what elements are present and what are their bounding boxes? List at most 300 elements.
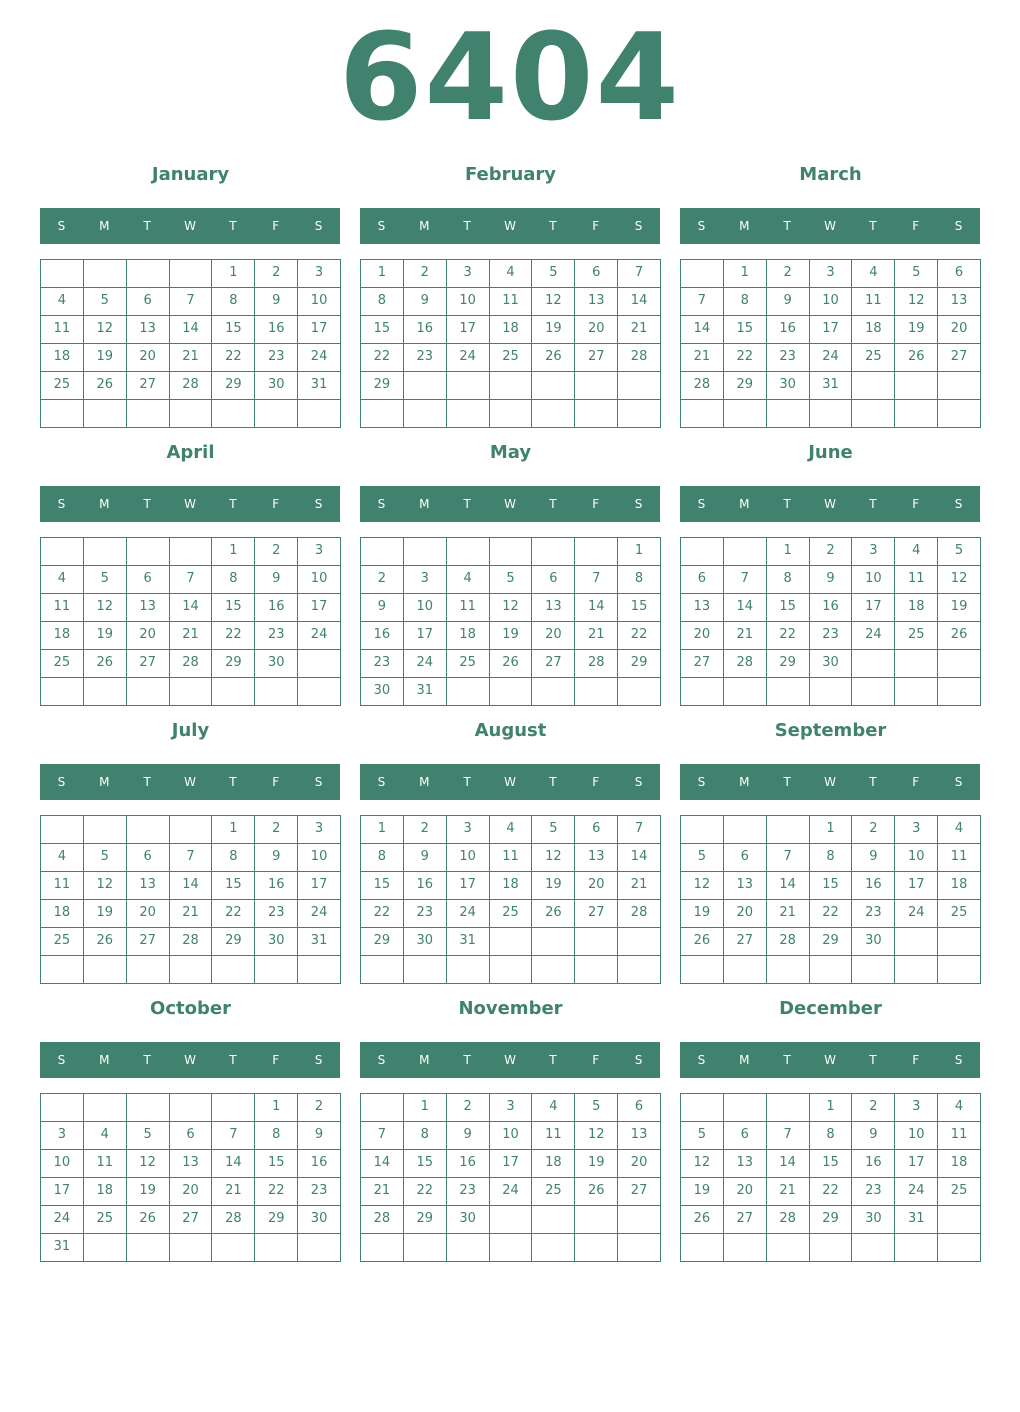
day-cell: 29 bbox=[618, 650, 661, 678]
day-cell: 23 bbox=[255, 622, 298, 650]
day-cell: 15 bbox=[255, 1150, 298, 1178]
weekday-label: T bbox=[463, 497, 471, 511]
day-cell: 24 bbox=[404, 650, 447, 678]
day-cell: 3 bbox=[298, 816, 341, 844]
day-cell bbox=[810, 400, 853, 428]
day-cell: 8 bbox=[404, 1122, 447, 1150]
day-cell: 5 bbox=[84, 844, 127, 872]
day-cell: 2 bbox=[767, 260, 810, 288]
day-cell: 2 bbox=[404, 260, 447, 288]
day-cell bbox=[618, 1234, 661, 1262]
day-cell: 8 bbox=[724, 288, 767, 316]
day-cell: 27 bbox=[127, 650, 170, 678]
day-cell bbox=[681, 538, 724, 566]
day-grid bbox=[680, 259, 981, 428]
day-cell bbox=[170, 956, 213, 984]
weekday-header bbox=[40, 208, 340, 244]
weekday-label: M bbox=[99, 775, 110, 789]
day-grid bbox=[40, 259, 341, 428]
day-cell bbox=[41, 678, 84, 706]
day-cell bbox=[767, 400, 810, 428]
day-cell: 10 bbox=[41, 1150, 84, 1178]
day-cell: 10 bbox=[298, 288, 341, 316]
day-cell: 30 bbox=[767, 372, 810, 400]
day-cell: 13 bbox=[938, 288, 981, 316]
weekday-label: F bbox=[912, 775, 920, 789]
day-cell: 10 bbox=[895, 1122, 938, 1150]
day-cell: 8 bbox=[212, 566, 255, 594]
day-cell: 5 bbox=[490, 566, 533, 594]
day-cell bbox=[767, 678, 810, 706]
day-cell: 20 bbox=[127, 344, 170, 372]
weekday-label: S bbox=[314, 219, 323, 233]
weekday-label: T bbox=[463, 219, 471, 233]
weekday-label: T bbox=[549, 219, 557, 233]
day-cell: 27 bbox=[575, 344, 618, 372]
day-cell: 17 bbox=[298, 872, 341, 900]
day-cell: 8 bbox=[212, 844, 255, 872]
day-cell bbox=[447, 400, 490, 428]
day-cell: 11 bbox=[895, 566, 938, 594]
day-cell bbox=[852, 956, 895, 984]
day-cell: 17 bbox=[447, 872, 490, 900]
weekday-label: S bbox=[377, 219, 386, 233]
day-cell: 2 bbox=[255, 260, 298, 288]
day-cell bbox=[361, 400, 404, 428]
day-cell bbox=[127, 1094, 170, 1122]
day-cell: 7 bbox=[681, 288, 724, 316]
day-cell: 24 bbox=[41, 1206, 84, 1234]
day-cell bbox=[575, 1206, 618, 1234]
day-cell bbox=[255, 400, 298, 428]
day-cell bbox=[895, 956, 938, 984]
day-cell bbox=[895, 928, 938, 956]
day-cell: 29 bbox=[212, 650, 255, 678]
day-cell: 8 bbox=[767, 566, 810, 594]
day-cell: 31 bbox=[41, 1234, 84, 1262]
month-name: January bbox=[151, 164, 230, 185]
day-grid bbox=[40, 1093, 341, 1262]
day-cell bbox=[255, 956, 298, 984]
day-cell bbox=[170, 1094, 213, 1122]
day-cell: 4 bbox=[41, 566, 84, 594]
day-cell: 27 bbox=[170, 1206, 213, 1234]
day-cell: 16 bbox=[298, 1150, 341, 1178]
day-cell bbox=[298, 678, 341, 706]
day-cell bbox=[681, 400, 724, 428]
day-cell: 19 bbox=[84, 622, 127, 650]
day-cell: 30 bbox=[298, 1206, 341, 1234]
month-name: April bbox=[166, 442, 215, 463]
day-cell: 17 bbox=[404, 622, 447, 650]
day-cell: 1 bbox=[361, 816, 404, 844]
weekday-label: W bbox=[504, 497, 516, 511]
day-cell: 24 bbox=[490, 1178, 533, 1206]
day-cell: 3 bbox=[298, 260, 341, 288]
day-cell: 21 bbox=[575, 622, 618, 650]
day-cell: 18 bbox=[938, 1150, 981, 1178]
day-cell: 5 bbox=[895, 260, 938, 288]
day-cell: 30 bbox=[255, 650, 298, 678]
day-cell: 13 bbox=[724, 1150, 767, 1178]
day-cell: 24 bbox=[447, 900, 490, 928]
day-cell: 7 bbox=[212, 1122, 255, 1150]
day-cell: 26 bbox=[84, 928, 127, 956]
day-cell bbox=[681, 816, 724, 844]
day-cell: 1 bbox=[810, 816, 853, 844]
weekday-label: S bbox=[377, 1053, 386, 1067]
day-cell: 7 bbox=[767, 1122, 810, 1150]
day-cell bbox=[212, 956, 255, 984]
day-cell: 29 bbox=[810, 928, 853, 956]
day-cell: 10 bbox=[298, 566, 341, 594]
day-cell bbox=[490, 956, 533, 984]
day-cell bbox=[767, 1234, 810, 1262]
day-cell: 3 bbox=[810, 260, 853, 288]
day-cell bbox=[852, 650, 895, 678]
day-cell: 15 bbox=[212, 316, 255, 344]
day-cell: 24 bbox=[447, 344, 490, 372]
day-cell: 22 bbox=[255, 1178, 298, 1206]
day-cell bbox=[681, 956, 724, 984]
month-name: August bbox=[474, 720, 547, 741]
day-cell: 3 bbox=[298, 538, 341, 566]
day-cell bbox=[575, 372, 618, 400]
day-cell: 28 bbox=[170, 650, 213, 678]
day-cell: 28 bbox=[212, 1206, 255, 1234]
day-cell: 1 bbox=[255, 1094, 298, 1122]
day-cell bbox=[895, 678, 938, 706]
day-cell bbox=[84, 400, 127, 428]
day-cell: 6 bbox=[681, 566, 724, 594]
day-cell: 26 bbox=[532, 900, 575, 928]
day-cell: 26 bbox=[895, 344, 938, 372]
weekday-header bbox=[360, 764, 660, 800]
day-cell: 3 bbox=[852, 538, 895, 566]
day-cell bbox=[532, 400, 575, 428]
day-cell: 1 bbox=[361, 260, 404, 288]
day-cell bbox=[84, 678, 127, 706]
day-cell bbox=[532, 956, 575, 984]
weekday-label: S bbox=[57, 1053, 66, 1067]
weekday-label: W bbox=[824, 1053, 836, 1067]
day-cell: 20 bbox=[575, 872, 618, 900]
weekday-header bbox=[680, 208, 980, 244]
day-cell: 14 bbox=[170, 316, 213, 344]
weekday-label: T bbox=[143, 497, 151, 511]
day-cell: 23 bbox=[361, 650, 404, 678]
day-cell bbox=[212, 1234, 255, 1262]
day-cell: 18 bbox=[852, 316, 895, 344]
day-cell: 26 bbox=[127, 1206, 170, 1234]
day-cell: 20 bbox=[532, 622, 575, 650]
day-cell: 10 bbox=[810, 288, 853, 316]
day-cell bbox=[938, 678, 981, 706]
day-cell: 4 bbox=[490, 816, 533, 844]
day-cell: 16 bbox=[447, 1150, 490, 1178]
day-cell: 18 bbox=[532, 1150, 575, 1178]
weekday-label: S bbox=[377, 775, 386, 789]
day-cell bbox=[681, 678, 724, 706]
day-cell: 24 bbox=[810, 344, 853, 372]
weekday-label: S bbox=[314, 775, 323, 789]
weekday-label: S bbox=[697, 219, 706, 233]
weekday-label: S bbox=[634, 219, 643, 233]
day-cell: 26 bbox=[681, 1206, 724, 1234]
day-cell: 14 bbox=[681, 316, 724, 344]
day-cell: 13 bbox=[127, 594, 170, 622]
day-cell: 23 bbox=[255, 344, 298, 372]
day-cell bbox=[490, 372, 533, 400]
day-cell: 15 bbox=[404, 1150, 447, 1178]
day-cell: 15 bbox=[361, 872, 404, 900]
day-cell: 9 bbox=[767, 288, 810, 316]
day-cell: 14 bbox=[724, 594, 767, 622]
day-cell: 21 bbox=[170, 900, 213, 928]
day-cell: 23 bbox=[298, 1178, 341, 1206]
day-cell: 11 bbox=[938, 1122, 981, 1150]
day-cell: 18 bbox=[84, 1178, 127, 1206]
weekday-header bbox=[40, 764, 340, 800]
day-cell bbox=[938, 928, 981, 956]
day-cell bbox=[724, 816, 767, 844]
day-cell: 2 bbox=[447, 1094, 490, 1122]
day-cell bbox=[127, 1234, 170, 1262]
day-cell bbox=[84, 816, 127, 844]
weekday-label: W bbox=[824, 219, 836, 233]
weekday-label: F bbox=[272, 497, 280, 511]
day-cell: 6 bbox=[724, 844, 767, 872]
day-cell: 21 bbox=[212, 1178, 255, 1206]
day-cell: 17 bbox=[810, 316, 853, 344]
day-cell: 12 bbox=[490, 594, 533, 622]
day-cell: 23 bbox=[447, 1178, 490, 1206]
day-cell: 20 bbox=[724, 1178, 767, 1206]
day-cell: 3 bbox=[41, 1122, 84, 1150]
day-cell bbox=[447, 1234, 490, 1262]
day-cell: 7 bbox=[170, 288, 213, 316]
day-cell: 29 bbox=[810, 1206, 853, 1234]
day-cell: 6 bbox=[532, 566, 575, 594]
day-cell: 29 bbox=[361, 372, 404, 400]
weekday-label: T bbox=[229, 219, 237, 233]
day-cell: 21 bbox=[361, 1178, 404, 1206]
day-cell: 25 bbox=[84, 1206, 127, 1234]
day-cell: 6 bbox=[127, 844, 170, 872]
day-cell: 22 bbox=[810, 900, 853, 928]
weekday-label: T bbox=[229, 1053, 237, 1067]
day-cell: 8 bbox=[361, 288, 404, 316]
day-cell bbox=[852, 372, 895, 400]
day-cell: 21 bbox=[681, 344, 724, 372]
month-name: February bbox=[464, 164, 557, 185]
day-cell: 23 bbox=[255, 900, 298, 928]
day-cell: 7 bbox=[170, 566, 213, 594]
day-cell bbox=[681, 1234, 724, 1262]
day-cell: 18 bbox=[490, 872, 533, 900]
day-cell bbox=[361, 1234, 404, 1262]
weekday-label: W bbox=[184, 497, 196, 511]
day-cell: 9 bbox=[255, 288, 298, 316]
day-grid bbox=[360, 1093, 661, 1262]
day-cell bbox=[810, 956, 853, 984]
day-cell bbox=[170, 400, 213, 428]
weekday-header bbox=[680, 764, 980, 800]
day-cell: 29 bbox=[767, 650, 810, 678]
day-cell: 19 bbox=[127, 1178, 170, 1206]
day-cell: 6 bbox=[575, 816, 618, 844]
day-cell bbox=[255, 678, 298, 706]
weekday-label: M bbox=[419, 219, 430, 233]
day-cell bbox=[361, 1094, 404, 1122]
day-cell: 9 bbox=[404, 288, 447, 316]
day-cell: 17 bbox=[447, 316, 490, 344]
day-cell: 2 bbox=[810, 538, 853, 566]
day-cell bbox=[170, 538, 213, 566]
day-cell: 25 bbox=[41, 372, 84, 400]
day-cell: 22 bbox=[212, 622, 255, 650]
weekday-label: M bbox=[419, 497, 430, 511]
weekday-label: T bbox=[869, 775, 877, 789]
day-grid bbox=[360, 815, 661, 984]
day-cell: 29 bbox=[212, 372, 255, 400]
day-cell: 10 bbox=[895, 844, 938, 872]
weekday-header bbox=[360, 208, 660, 244]
weekday-label: M bbox=[99, 219, 110, 233]
day-cell: 22 bbox=[724, 344, 767, 372]
day-cell: 8 bbox=[810, 1122, 853, 1150]
day-cell bbox=[127, 400, 170, 428]
weekday-label: S bbox=[57, 497, 66, 511]
day-cell: 10 bbox=[404, 594, 447, 622]
day-cell: 23 bbox=[810, 622, 853, 650]
day-cell: 4 bbox=[490, 260, 533, 288]
day-cell: 15 bbox=[618, 594, 661, 622]
day-cell: 30 bbox=[404, 928, 447, 956]
day-cell: 31 bbox=[298, 372, 341, 400]
day-cell bbox=[724, 400, 767, 428]
day-cell: 5 bbox=[532, 816, 575, 844]
day-cell bbox=[895, 372, 938, 400]
day-grid bbox=[40, 537, 341, 706]
day-cell: 4 bbox=[41, 288, 84, 316]
weekday-label: T bbox=[783, 1053, 791, 1067]
weekday-label: S bbox=[954, 219, 963, 233]
day-cell: 28 bbox=[681, 372, 724, 400]
day-cell: 2 bbox=[404, 816, 447, 844]
day-cell: 25 bbox=[490, 900, 533, 928]
day-cell: 31 bbox=[404, 678, 447, 706]
day-cell: 6 bbox=[170, 1122, 213, 1150]
day-cell bbox=[895, 400, 938, 428]
weekday-label: F bbox=[272, 775, 280, 789]
day-grid bbox=[680, 1093, 981, 1262]
day-cell bbox=[298, 956, 341, 984]
day-cell: 19 bbox=[938, 594, 981, 622]
day-cell bbox=[41, 1094, 84, 1122]
weekday-label: T bbox=[869, 219, 877, 233]
day-cell bbox=[84, 538, 127, 566]
day-cell bbox=[447, 538, 490, 566]
day-cell: 14 bbox=[170, 872, 213, 900]
day-cell bbox=[84, 1094, 127, 1122]
day-cell: 9 bbox=[852, 1122, 895, 1150]
day-cell: 1 bbox=[212, 260, 255, 288]
weekday-label: W bbox=[184, 775, 196, 789]
weekday-label: T bbox=[869, 1053, 877, 1067]
day-cell: 14 bbox=[170, 594, 213, 622]
day-cell: 14 bbox=[618, 844, 661, 872]
day-cell: 16 bbox=[255, 872, 298, 900]
day-cell: 19 bbox=[84, 344, 127, 372]
year-title: 6404 bbox=[339, 9, 681, 148]
weekday-label: T bbox=[783, 219, 791, 233]
weekday-label: S bbox=[954, 497, 963, 511]
day-cell bbox=[895, 1234, 938, 1262]
day-cell: 8 bbox=[618, 566, 661, 594]
day-cell: 14 bbox=[767, 872, 810, 900]
day-cell: 15 bbox=[767, 594, 810, 622]
day-cell: 29 bbox=[212, 928, 255, 956]
weekday-header bbox=[680, 486, 980, 522]
weekday-label: T bbox=[783, 497, 791, 511]
day-cell: 7 bbox=[724, 566, 767, 594]
weekday-label: W bbox=[184, 219, 196, 233]
day-cell: 22 bbox=[212, 900, 255, 928]
weekday-label: M bbox=[739, 497, 750, 511]
weekday-label: M bbox=[419, 1053, 430, 1067]
day-cell bbox=[938, 372, 981, 400]
day-cell bbox=[938, 1234, 981, 1262]
day-cell: 6 bbox=[618, 1094, 661, 1122]
day-cell: 12 bbox=[84, 316, 127, 344]
month-name: May bbox=[489, 442, 532, 463]
day-cell: 4 bbox=[447, 566, 490, 594]
day-cell: 13 bbox=[532, 594, 575, 622]
day-cell: 16 bbox=[255, 594, 298, 622]
weekday-label: T bbox=[549, 497, 557, 511]
day-cell: 24 bbox=[895, 900, 938, 928]
day-cell: 14 bbox=[767, 1150, 810, 1178]
day-cell: 15 bbox=[212, 872, 255, 900]
weekday-header bbox=[360, 1042, 660, 1078]
day-cell: 3 bbox=[447, 816, 490, 844]
day-cell: 17 bbox=[852, 594, 895, 622]
day-cell: 28 bbox=[170, 372, 213, 400]
day-cell bbox=[618, 678, 661, 706]
month-name: September bbox=[774, 720, 887, 741]
day-cell: 18 bbox=[41, 344, 84, 372]
weekday-label: F bbox=[912, 219, 920, 233]
day-cell: 21 bbox=[618, 316, 661, 344]
weekday-label: F bbox=[592, 775, 600, 789]
day-cell: 29 bbox=[255, 1206, 298, 1234]
day-grid bbox=[40, 815, 341, 984]
day-cell: 24 bbox=[298, 900, 341, 928]
day-cell: 27 bbox=[681, 650, 724, 678]
day-cell: 19 bbox=[895, 316, 938, 344]
weekday-label: F bbox=[272, 1053, 280, 1067]
day-cell: 15 bbox=[810, 1150, 853, 1178]
day-cell: 13 bbox=[575, 844, 618, 872]
day-cell: 25 bbox=[938, 1178, 981, 1206]
day-cell: 26 bbox=[938, 622, 981, 650]
day-cell bbox=[938, 1206, 981, 1234]
day-cell: 9 bbox=[447, 1122, 490, 1150]
day-cell: 12 bbox=[127, 1150, 170, 1178]
weekday-header bbox=[360, 486, 660, 522]
day-cell: 31 bbox=[810, 372, 853, 400]
